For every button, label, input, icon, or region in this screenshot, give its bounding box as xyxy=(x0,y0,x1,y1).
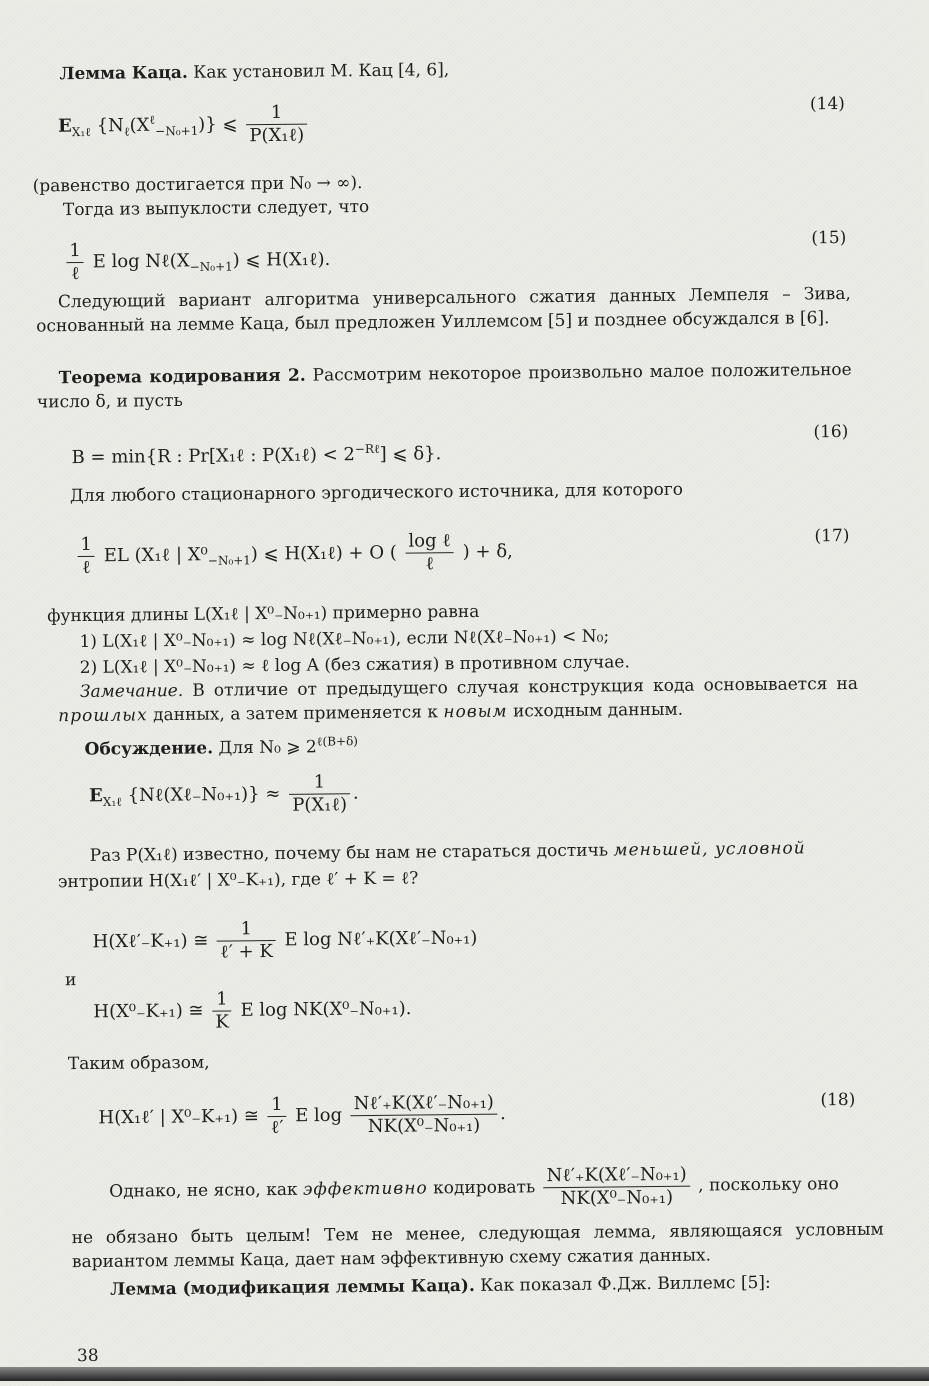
scan-bottom-edge xyxy=(0,1367,929,1381)
ergodic-source-text: Для любого стационарного эргодического источника, для которого xyxy=(70,478,683,508)
lemma-kac-heading: Лемма Каца. Как установил М. Кац [4, 6], xyxy=(59,58,449,86)
however-paragraph: Однако, не ясно, как эффективно кодировать $\frac{\text{Nℓ′₊K(Xℓ′₋N₀₊₁)}}{\text{NK(X⁰₋N₀₊₁)}}$ , поскольку оно xyxy=(109,1162,839,1215)
page-number: 38 xyxy=(77,1344,99,1368)
equation-number-15: (15) xyxy=(811,226,846,250)
equation-17: $\frac{1}{\text{ℓ}}$ EL (X₁ℓ | $X^0_{-N_0+1}$) ⩽ H(X₁ℓ) + O ( $\frac{\text{log ℓ}}{\text{ℓ}}$ ) + δ, xyxy=(74,529,513,579)
length-function-text: функция длины L(X₁ℓ | X⁰₋N₀₊₁) примерно равна xyxy=(47,600,479,629)
since-paragraph-line2: энтропии H(X₁ℓ′ | X⁰₋K₊₁), где ℓ′ + K = ℓ? xyxy=(58,866,419,894)
theorem-2: Теорема кодирования 2. Рассмотрим некоторое произвольно малое положительное число δ, и пусть xyxy=(37,358,852,415)
equation-number-17: (17) xyxy=(814,524,849,548)
equation-number-14: (14) xyxy=(810,92,845,116)
equation-h1: H(Xℓ′₋K₊₁) ≅ $\frac{1}{\text{ℓ′ + K}}$ E log Nℓ′₊K(Xℓ′₋N₀₊₁) xyxy=(92,916,477,965)
since-paragraph: Раз P(X₁ℓ) известно, почему бы нам не стараться достичь меньшей, условной xyxy=(68,836,868,868)
equation-discussion: $E_{X_1\ell}$ {Nℓ(Xℓ₋N₀₊₁)} ≈ $\frac{1}{\text{P(X₁ℓ)}}$ . xyxy=(89,771,359,819)
equation-number-16: (16) xyxy=(813,420,848,444)
equation-16: B = min{R : Pr[X₁ℓ : P(X₁ℓ) < $2^{-R\ell}$] ⩽ δ}. xyxy=(71,436,441,470)
modified-lemma-heading: Лемма (модификация леммы Каца). Как показал Ф.Дж. Виллемс [5]: xyxy=(110,1271,771,1302)
thus-text: Таким образом, xyxy=(68,1051,210,1076)
not-integer-paragraph: не обязано быть целым! Тем не менее, следующая лемма, являющаяся условным вариантом леммы Каца, дает нам эффективную схему сжатия данных. xyxy=(72,1218,884,1275)
equality-note: (равенство достигается при N₀ → ∞). xyxy=(33,171,363,198)
case-2: 2) L(X₁ℓ | X⁰₋N₀₊₁) ≈ ℓ log A (без сжатия) в противном случае. xyxy=(80,650,630,680)
and-word: и xyxy=(65,968,77,992)
equation-14: $E_{X_1\ell}$ $\{N_\ell(X^\ell_{-N_0+1})\}$ ⩽ $\frac{1}{\text{P(X₁ℓ)}}$ xyxy=(58,102,310,150)
equation-15: $\frac{1}{\text{ℓ}}$ E $\log N\ell(X_{-N_0+1})$ ⩽ H(X₁ℓ). xyxy=(63,237,330,285)
equation-number-18: (18) xyxy=(820,1088,855,1112)
case-1: 1) L(X₁ℓ | X⁰₋N₀₊₁) ≈ log Nℓ(Xℓ₋N₀₊₁), если Nℓ(Xℓ₋N₀₊₁) < N₀; xyxy=(79,624,609,654)
equation-18: H(X₁ℓ′ | X⁰₋K₊₁) ≅ $\frac{1}{\text{ℓ′}}$ E log $\frac{\text{Nℓ′₊K(Xℓ′₋N₀₊₁)}}{\text{NK(X⁰₋N₀₊₁)}}$ . xyxy=(98,1092,506,1141)
lempel-ziv-paragraph: Следующий вариант алгоритма универсального сжатия данных Лемпеля – Зива, основанный на лемме Каца, был предложен Уиллемсом [5] и позднее обсуждался в [6]. xyxy=(36,282,851,339)
equation-h2: H(X⁰₋K₊₁) ≅ $\frac{1}{K}$ E log NK(X⁰₋N₀₊₁). xyxy=(93,987,412,1035)
convexity-text: Тогда из выпуклости следует, что xyxy=(63,195,369,222)
discussion-heading: Обсуждение. Для N₀ ⩾ $2^{\ell(B+\delta)}$ xyxy=(84,729,358,762)
remark-paragraph: Замечание. В отличие от предыдущего случая конструкция кода основывается на прошлых данных, а затем применяется к новым исходным данным. xyxy=(58,672,858,728)
